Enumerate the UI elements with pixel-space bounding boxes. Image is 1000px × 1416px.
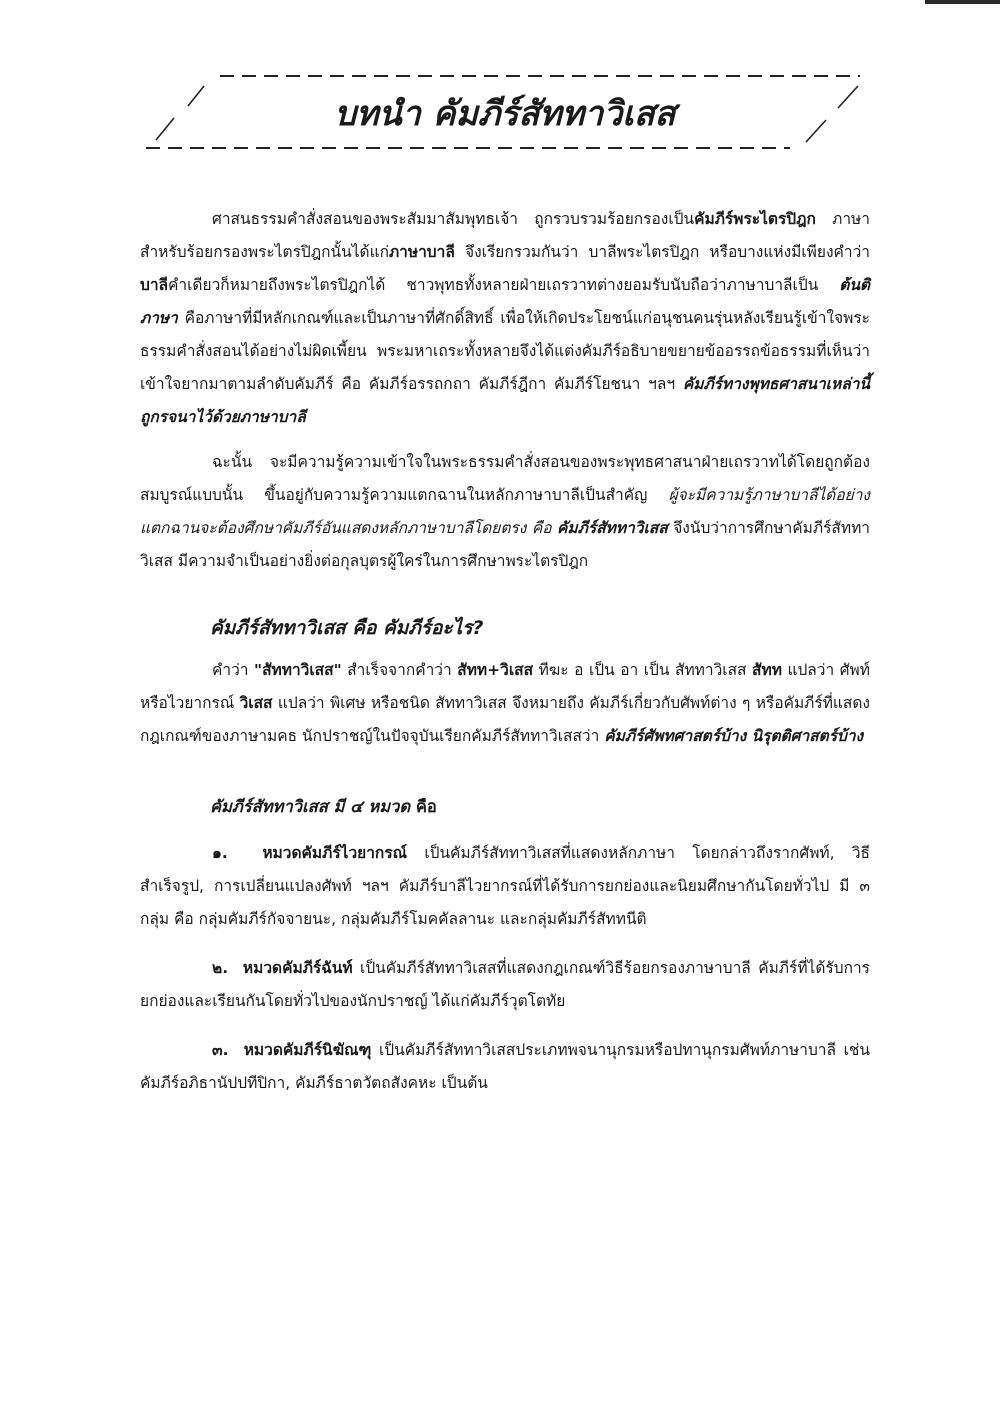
spacer — [140, 936, 870, 952]
text-run: จึงเรียกรวมกันว่า บาลีพระไตรปิฎก หรือบางแห่งมีเพียงคำว่า — [454, 243, 870, 261]
text-run: ฉะนั้น จะมีความรู้ความเข้าใจในพระธรรมคำสั่งสอนของพระพุทธศาสนาฝ่ายเถรวาทได้โดยถูกต้องสมบูรณ์แบบนั้น ขึ้นอยู่กับความรู้ความแตกฉานในหลักภาษาบาลีเป็นสำคัญ — [140, 453, 870, 504]
spacer — [140, 827, 870, 837]
text-run: คือภาษาที่มีหลักเกณฑ์และเป็นภาษาที่ศักดิ์สิทธิ์ เพื่อให้เกิดประโยชน์แก่อนุชนคนรุ่นหลังเรียนรู้เข้าใจพระธรรมคำสั่งสอนได้อย่างไม่ผิดเพี้ยน พระมหาเถระทั้งหลายจึงได้แต่งคัมภีร์อธิบายขยายข้ออรรถข้อธรรมที่เห็นว่าเข้าใจยากมาตามลำดับคัมภีร์ คือ คัมภีร์อรรถกถา คัมภีร์ฎีกา คัมภีร์โยชนา ฯลฯ — [140, 309, 870, 393]
spacer — [140, 1018, 870, 1034]
intro-paragraph-2 — [140, 446, 870, 578]
subheading-rest: คือ — [410, 797, 437, 816]
text-run: ภาษาสำหรับร้อยกรองพระไตรปิฎกนั้นได้แก่ — [140, 210, 870, 261]
text-run: แปลว่า ศัพท์หรือไวยากรณ์ — [140, 661, 870, 712]
bold-term: สัทท+วิเสส — [457, 661, 534, 679]
title-frame — [140, 62, 870, 162]
item-text: เป็นคัมภีร์สัททาวิเสสประเภทพจนานุกรมหรือปทานุกรมศัพท์ภาษาบาลี เช่น คัมภีร์อภิธานัปปทีปิกา, คัมภีร์ธาตวัตถสังคหะ เป็นต้น — [140, 1041, 870, 1092]
spacer — [140, 753, 870, 787]
item-title: หมวดคัมภีร์นิฆัณฑุ — [243, 1041, 372, 1059]
scan-edge-mark — [925, 0, 1000, 4]
item-title: หมวดคัมภีร์ไวยากรณ์ — [262, 844, 408, 862]
section1-paragraph — [140, 654, 870, 753]
bold-italic-term: คัมภีร์ศัพทศาสตร์บ้าง นิรุตติศาสตร์บ้าง — [604, 727, 864, 745]
spacer — [140, 434, 870, 446]
item-number: ๑. — [212, 844, 228, 862]
italic-run: ผู้จะมีความรู้ภาษาบาลีได้อย่างแตกฉานจะต้องศึกษาคัมภีร์อันแสดงหลักภาษาบาลีโดยตรง คือ — [140, 486, 870, 537]
category-item-1 — [140, 837, 870, 936]
item-number: ๓. — [212, 1041, 229, 1059]
spacer — [140, 578, 870, 608]
bold-term: คัมภีร์พระไตรปิฎก — [694, 210, 816, 228]
category-item-3 — [140, 1034, 870, 1100]
text-run: สำเร็จจากคำว่า — [341, 661, 458, 679]
section-heading-four-categories — [140, 787, 870, 827]
intro-paragraph-1 — [140, 203, 870, 434]
text-run: คำว่า — [212, 661, 254, 679]
bold-italic-term: คัมภีร์ทางพุทธศาสนาเหล่านี้ถูกรจนาไว้ด้วยภาษาบาลี — [140, 375, 870, 426]
text-run: ทีฆะ อ เป็น อา เป็น สัททาวิเสส — [533, 661, 753, 679]
bold-term: "สัททาวิเสส" — [254, 661, 342, 679]
item-text: เป็นคัมภีร์สัททาวิเสสที่แสดงหลักภาษา โดยกล่าวถึงรากศัพท์, วิธีสำเร็จรูป, การเปลี่ยนแปลงศัพท์ ฯลฯ คัมภีร์บาลีไวยากรณ์ที่ได้รับการยกย่องและนิยมศึกษากันโดยทั่วไป มี ๓ กลุ่ม คือ กลุ่มคัมภีร์กัจจายนะ, กลุ่มคัมภีร์โมคคัลลานะ และกลุ่มคัมภีร์สัททนีติ — [140, 844, 871, 928]
bold-term: ภาษาบาลี — [388, 243, 455, 261]
category-item-2 — [140, 952, 870, 1018]
text-run: แปลว่า พิเศษ หรือชนิด สัททาวิเสส จึงหมายถึง คัมภีร์เกี่ยวกับศัพท์ต่าง ๆ หรือคัมภีร์ที่แสดงกฎเกณฑ์ของภาษามคธ นักปราชญ์ในปัจจุบันเรียกคัมภีร์สัททาวิเสสว่า — [140, 694, 871, 745]
page-title: บทนำ คัมภีร์สัททาวิเสส — [334, 94, 676, 134]
bold-term: สัทท — [752, 661, 782, 679]
bold-term: วิเสส — [239, 694, 273, 712]
text-run: ศาสนธรรมคำสั่งสอนของพระสัมมาสัมพุทธเจ้า ถูกรวบรวมร้อยกรองเป็น — [212, 210, 695, 228]
text-run: จึงนับว่าการศึกษาคัมภีร์สัททาวิเสส มีความจำเป็นอย่างยิ่งต่อกุลบุตรผู้ใคร่ในการศึกษาพระไตรปิฎก — [140, 519, 870, 570]
item-number: ๒. — [212, 959, 229, 977]
bold-italic-term: คัมภีร์สัททาวิเสส — [557, 519, 668, 537]
bold-italic-term: ต้นติภาษา — [140, 276, 870, 327]
section-heading-what-is: คัมภีร์สัททาวิเสส คือ คัมภีร์อะไร? — [210, 617, 484, 639]
item-text: เป็นคัมภีร์สัททาวิเสสที่แสดงกฎเกณฑ์วิธีร้อยกรองภาษาบาลี คัมภีร์ที่ได้รับการยกย่องและเรียนกันโดยทั่วไปของนักปราชญ์ ได้แก่คัมภีร์วุตโตทัย — [140, 959, 870, 1010]
bold-term: บาลี — [140, 276, 169, 294]
subheading-bold: คัมภีร์สัททาวิเสส มี ๔ หมวด — [210, 797, 411, 816]
document-body — [140, 203, 870, 1100]
item-title: หมวดคัมภีร์ฉันท์ — [242, 959, 353, 977]
text-run: คำเดียวก็หมายถึงพระไตรปิฎกได้ ชาวพุทธทั้งหลายฝ่ายเถรวาทต่างยอมรับนับถือว่าภาษาบาลีเป็น — [168, 276, 840, 294]
